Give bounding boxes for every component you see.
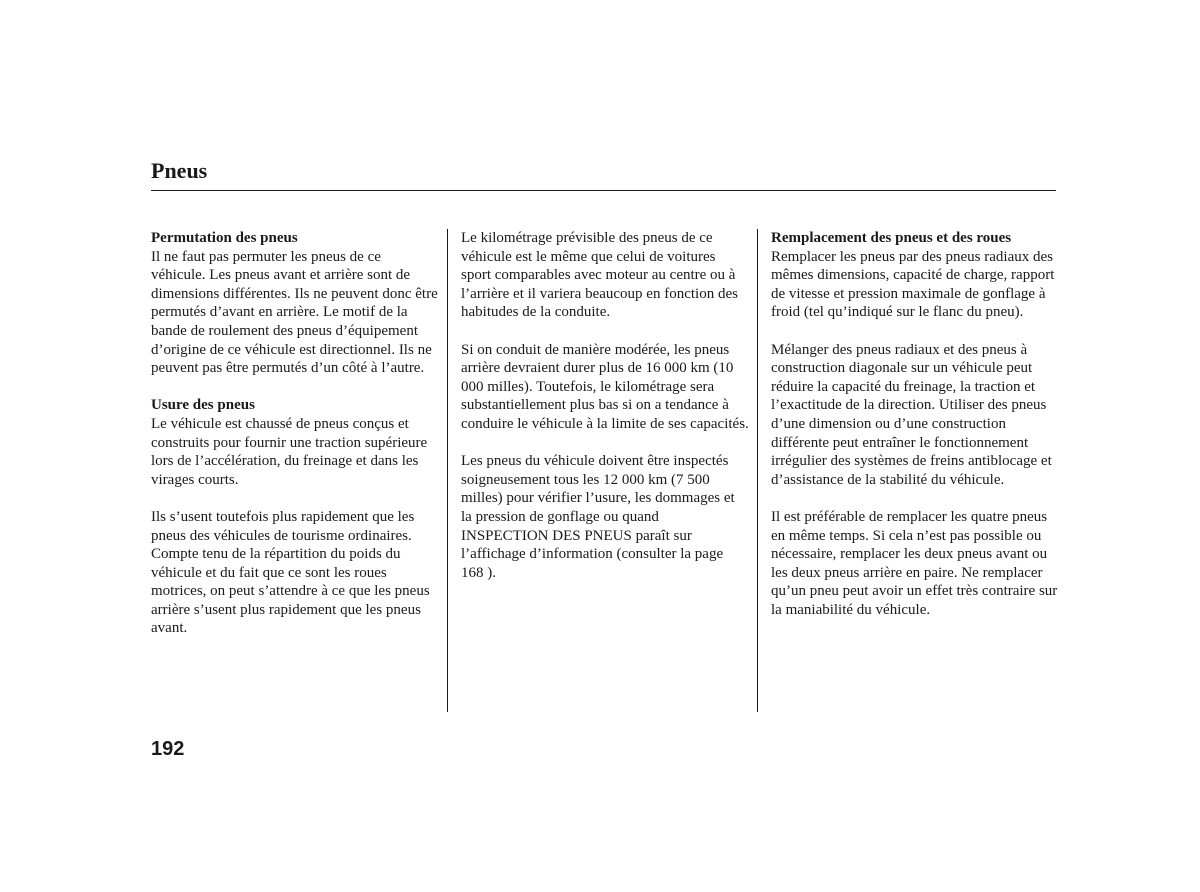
title-divider <box>151 190 1056 191</box>
page-title: Pneus <box>151 158 208 183</box>
paragraph-kilometrage: Le kilométrage prévisible des pneus de ce véhicule est le même que celui de voitures sport comparables avec moteur au centre ou à l’arrière et il variera beaucoup en fonction des habitudes de la conduite. <box>461 230 738 321</box>
paragraph-remplacement-3: Il est préférable de remplacer les quatre pneus en même temps. Si cela n’est pas possible ou nécessaire, remplacer les deux pneus avant ou les deux pneus arrière en paire. Ne remplacer qu’un pneu peut avoir un effet très contraire sur la maniabilité du véhicule. <box>771 508 1058 618</box>
column-middle <box>461 229 749 601</box>
paragraph-inspection: Les pneus du véhicule doivent être inspectés soigneusement tous les 12 000 km (7 500 milles) pour vérifier l’usure, les dommages et la pression de gonflage ou quand INSPECTION DES PNEUS paraît sur l’affichage d’information (consulter la page 168 ). <box>461 453 735 581</box>
column-left <box>151 229 439 657</box>
column-divider-right <box>757 229 758 712</box>
page-number: 192 <box>151 738 185 760</box>
section-heading-usure: Usure des pneus <box>151 397 255 414</box>
column-divider-left <box>447 229 448 712</box>
paragraph-remplacement-2: Mélanger des pneus radiaux et des pneus à construction diagonale sur un véhicule peut réduire la capacité du freinage, la traction et l’exactitude de la direction. Utiliser des pneus d’une dimension ou d’une construction différente peut entraîner le fonctionnement irrégulier des systèmes de freins antiblocage et d’assistance de la stabilité du véhicule. <box>771 341 1052 488</box>
column-right <box>771 229 1061 638</box>
paragraph-conduite-moderee: Si on conduit de manière modérée, les pneus arrière devraient durer plus de 16 000 km (10 000 milles). Toutefois, le kilométrage sera substantiellement plus bas si on a tendance à conduire le véhicule à la limite de ses capacités. <box>461 341 749 432</box>
paragraph-permutation: Il ne faut pas permuter les pneus de ce véhicule. Les pneus avant et arrière sont de dimensions différentes. Ils ne peuvent donc être permutés d’avant en arrière. Le motif de la bande de roulement des pneus d’équipement d’origine de ce véhicule est directionnel. Ils ne peuvent pas être permutés d’un côté à l’autre. <box>151 248 438 377</box>
paragraph-remplacement-1: Remplacer les pneus par des pneus radiaux des mêmes dimensions, capacité de charge, rapport de vitesse et pression maximale de gonflage à froid (tel qu’indiqué sur le flanc du pneu). <box>771 248 1055 321</box>
paragraph-usure-2: Ils s’usent toutefois plus rapidement que les pneus des véhicules de tourisme ordinaires. Compte tenu de la répartition du poids du véhicule et du fait que ce sont les roues motrices, on peut s’attendre à ce que les pneus arrière s’usent plus rapidement que les pneus avant. <box>151 508 430 637</box>
section-heading-permutation: Permutation des pneus <box>151 230 298 246</box>
section-heading-remplacement: Remplacement des pneus et des roues <box>771 230 1012 246</box>
paragraph-usure-1: Le véhicule est chaussé de pneus conçus et construits pour fournir une traction supérieure lors de l’accélération, du freinage et dans les virages courts. <box>151 415 428 488</box>
